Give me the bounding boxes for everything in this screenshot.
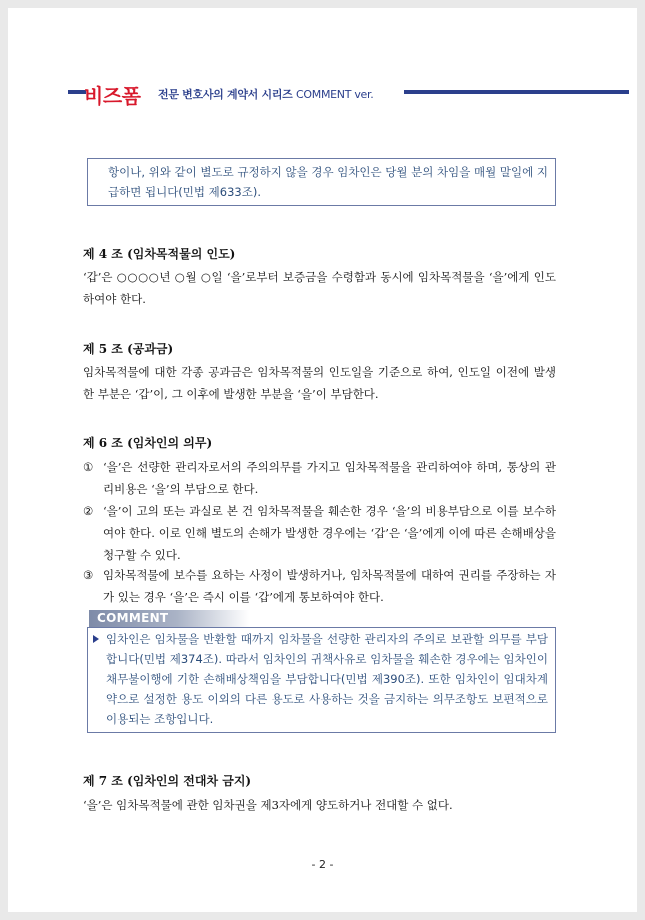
item-number: ① [83, 460, 94, 474]
comment-box [87, 627, 556, 733]
bullet-arrow-icon [93, 635, 99, 643]
header-rule-right [404, 90, 629, 94]
item-text: ‘을’이 고의 또는 과실로 본 건 임차목적물을 훼손한 경우 ‘을’의 비용부담으로 이를 보수하여야 한다. 이로 인해 별도의 손해가 발생한 경우에는 ‘갑’은 ‘을’에게 이에 따른 손해배상을 청구할 수 있다. [103, 504, 556, 562]
page-number: - 2 - [311, 858, 334, 871]
series-title [158, 86, 373, 102]
article-6-item-3 [83, 564, 556, 608]
article-6-item-2 [83, 500, 556, 566]
comment-box-continued-text: 항이나, 위와 같이 별도로 규정하지 않을 경우 임차인은 당월 분의 차임을 매월 말일에 지급하면 됩니다(민법 제633조). [108, 165, 548, 199]
comment-label: COMMENT [89, 610, 249, 627]
item-text: 임차목적물에 보수를 요하는 사정이 발생하거나, 임차목적물에 대하여 권리를 주장하는 자가 있는 경우 ‘을’은 즉시 이를 ‘갑’에게 통보하여야 한다. [103, 568, 556, 604]
series-name: 전문 변호사의 계약서 시리즈 [158, 88, 293, 101]
article-5-body: 임차목적물에 대한 각종 공과금은 임차목적물의 인도일을 기준으로 하여, 인도일 이전에 발생한 부분은 ‘갑’이, 그 이후에 발생한 부분을 ‘을’이 부담한다. [83, 365, 556, 401]
article-6-title: 제 6 조 (임차인의 의무) [83, 436, 213, 450]
series-version: COMMENT ver. [296, 88, 374, 101]
article-4-body: ‘갑’은 ○○○○년 ○월 ○일 ‘을’로부터 보증금을 수령함과 동시에 임차목적물을 ‘을’에게 인도하여야 한다. [83, 270, 556, 306]
article-6-item-1 [83, 456, 556, 500]
comment-box-continued [87, 158, 556, 206]
item-number: ③ [83, 568, 94, 582]
comment-box-text: 임차인은 임차물을 반환할 때까지 임차물을 선량한 관리자의 주의로 보관할 의무를 부담합니다(민법 제374조). 따라서 임차인의 귀책사유로 임차물을 훼손한 경우에는 임차인이 채무불이행에 기한 손해배상책임을 부담합니다(민법 제390조). 또한 임차인이 임대차계약으로 설정한 용도 이외의 다른 용도로 사용하는 것을 금지하는 의무조항도 보편적으로 이용되는 조항입니다. [106, 632, 548, 726]
item-text: ‘을’은 선량한 관리자로서의 주의의무를 가지고 임차목적물을 관리하여야 하며, 통상의 관리비용은 ‘을’의 부담으로 한다. [103, 460, 556, 496]
article-7-body: ‘을’은 임차목적물에 관한 임차권을 제3자에게 양도하거나 전대할 수 없다. [83, 798, 453, 812]
item-number: ② [83, 504, 94, 518]
brand-logo: 비즈폼 [84, 84, 141, 108]
article-4-title: 제 4 조 (임차목적물의 인도) [83, 247, 236, 261]
article-7-title: 제 7 조 (임차인의 전대차 금지) [83, 774, 252, 788]
article-5-title: 제 5 조 (공과금) [83, 342, 174, 356]
